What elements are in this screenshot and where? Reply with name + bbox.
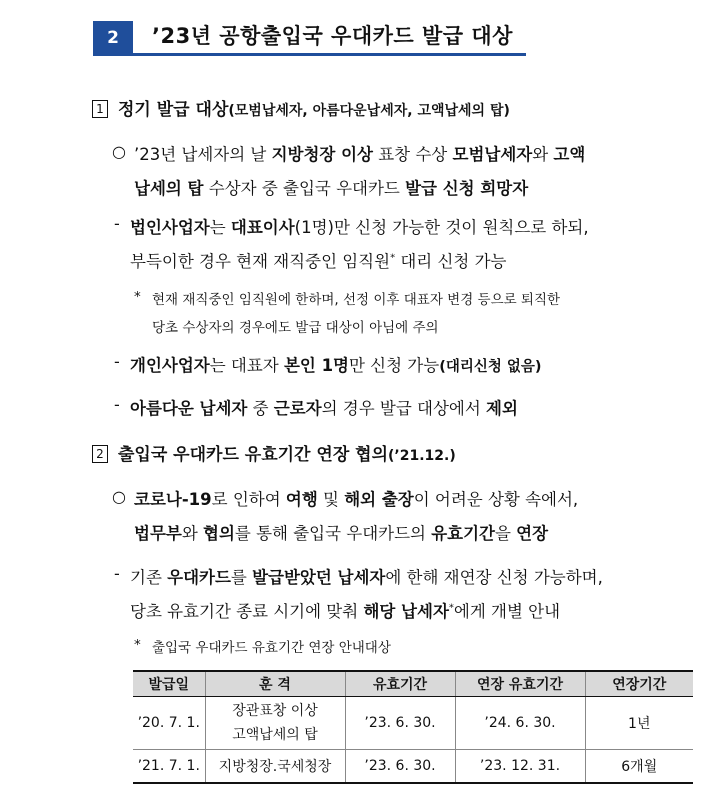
paragraph-line (130, 395, 518, 419)
text-run-bold: 대표이사 (230, 218, 295, 237)
text-run: 와 (181, 524, 204, 543)
table-header-cell: 연장 유효기간 (455, 671, 585, 697)
table-header-cell: 유효기간 (345, 671, 455, 697)
text-run-bold: 개인사업자 (130, 356, 210, 375)
text-run-bold: 협의 (203, 524, 235, 543)
section-number-badge: 2 (93, 21, 133, 54)
text-run-bold: 고액 (553, 145, 586, 164)
text-run: 에 한해 재연장 신청 가능하며, (385, 568, 603, 587)
text-run: (1명)만 신청 가능한 것이 원칙으로 하되, (294, 218, 589, 237)
note-asterisk: * (134, 637, 141, 653)
text-run-bold: 법무부 (134, 524, 182, 543)
text-run: 에게 개별 안내 (453, 602, 561, 621)
circle-bullet: ○ (112, 487, 126, 506)
table-cell-extended-valid: ’23. 12. 31. (455, 750, 585, 784)
subheading-title: 정기 발급 대상 (118, 100, 229, 120)
table-header-row (133, 671, 693, 697)
text-run: 중 (247, 399, 274, 418)
dash-bullet: - (114, 395, 120, 414)
table-cell-award: 지방청장.국세청장 (205, 750, 345, 784)
text-run: 로 인하여 (211, 490, 286, 509)
text-run-bold: 본인 1명 (283, 356, 349, 375)
text-run-bold: 납세의 탑 (134, 179, 204, 198)
text-run: 를 (230, 568, 253, 587)
subheading-title: 출입국 우대카드 유효기간 연장 협의 (118, 445, 389, 465)
text-run-bold: 유효기간 (431, 524, 495, 543)
note-asterisk: * (134, 289, 141, 305)
dash-bullet: - (114, 352, 120, 371)
table-cell-extension-period: 1년 (585, 697, 693, 750)
section-underline (93, 53, 526, 56)
paragraph-line (134, 141, 585, 165)
footnote-marker: * (448, 602, 454, 614)
subheading-detail: (’21.12.) (388, 448, 456, 464)
paragraph-line (134, 486, 578, 510)
text-run-bold: 제외 (486, 399, 518, 418)
text-run-bold: 아름다운 납세자 (130, 399, 248, 418)
note-line: 출입국 우대카드 유효기간 연장 안내대상 (152, 640, 391, 656)
subheading-detail: (모범납세자, 아름다운납세자, 고액납세의 탑) (228, 103, 510, 119)
paragraph-line (130, 564, 603, 588)
footnote-marker: * (390, 252, 396, 264)
text-run-bold: 지방청장 이상 (271, 145, 373, 164)
paragraph-line (134, 520, 548, 544)
text-run-bold: 발급 신청 희망자 (405, 179, 529, 198)
text-run: 만 신청 가능 (349, 356, 440, 375)
text-run: 대리 신청 가능 (395, 252, 507, 271)
text-run: ’23년 납세자의 날 (134, 145, 272, 164)
text-run-bold: 모범납세자 (452, 145, 533, 164)
paragraph-line (130, 248, 506, 272)
dash-bullet: - (114, 564, 120, 583)
text-run-bold: 근로자 (273, 399, 322, 418)
section-title: ’23년 공항출입국 우대카드 발급 대상 (152, 24, 513, 48)
award-line: 장관표창 이상 (232, 703, 318, 719)
table-row (133, 750, 693, 784)
table-cell-valid: ’23. 6. 30. (345, 697, 455, 750)
paragraph-line (130, 598, 560, 622)
table-cell-extended-valid: ’24. 6. 30. (455, 697, 585, 750)
extension-table (133, 670, 693, 784)
text-run: 의 경우 발급 대상에서 (321, 399, 487, 418)
table-cell-issue-date: ’20. 7. 1. (133, 697, 205, 750)
text-run: 표창 수상 (373, 145, 453, 164)
note-line: 당초 수상자의 경우에도 발급 대상이 아님에 주의 (152, 320, 439, 336)
text-run: 수상자 중 출입국 우대카드 (203, 179, 406, 198)
text-run: 기존 (130, 568, 168, 587)
text-run-bold: 여행 (285, 490, 318, 509)
subheading-regular-issuance (92, 95, 510, 120)
dash-bullet: - (114, 214, 120, 233)
text-run-bold: 해외 출장 (344, 490, 414, 509)
table-cell-issue-date: ’21. 7. 1. (133, 750, 205, 784)
text-run: 을 (494, 524, 517, 543)
text-run: 는 (209, 218, 231, 237)
note-line: 현재 재직중인 임직원에 한하며, 선정 이후 대표자 변경 등으로 퇴직한 (152, 292, 561, 308)
text-run-bold: (대리신청 없음) (439, 359, 542, 375)
text-run-bold: 연장 (516, 524, 549, 543)
table-cell-valid: ’23. 6. 30. (345, 750, 455, 784)
text-run: 와 (532, 145, 554, 164)
paragraph-line (134, 175, 528, 199)
text-run-bold: 우대카드 (167, 568, 231, 587)
text-run: 이 어려운 상황 속에서, (413, 490, 579, 509)
text-run-bold: 코로나-19 (134, 490, 212, 509)
table-header-cell: 연장기간 (585, 671, 693, 697)
text-run: 당초 유효기간 종료 시기에 맞춰 (130, 602, 364, 621)
table-cell-award (205, 697, 345, 750)
circle-bullet: ○ (112, 142, 126, 161)
paragraph-line (130, 352, 542, 376)
table-row (133, 697, 693, 750)
text-run: 부득이한 경우 현재 재직중인 임직원 (130, 252, 391, 271)
text-run-bold: 법인사업자 (130, 218, 210, 237)
text-run-bold: 해당 납세자 (363, 602, 449, 621)
subheading-number-box: 1 (92, 100, 108, 118)
text-run: 는 대표자 (209, 356, 284, 375)
paragraph-line (130, 214, 589, 238)
subheading-validity-extension (92, 440, 456, 465)
text-run: 를 통해 출입국 우대카드의 (234, 524, 432, 543)
text-run: 및 (317, 490, 345, 509)
subheading-number-box: 2 (92, 445, 108, 463)
table-header-cell: 발급일 (133, 671, 205, 697)
award-line: 고액납세의 탑 (232, 727, 318, 743)
table-header-cell: 훈 격 (205, 671, 345, 697)
table-cell-extension-period: 6개월 (585, 750, 693, 784)
text-run-bold: 발급받았던 납세자 (252, 568, 386, 587)
